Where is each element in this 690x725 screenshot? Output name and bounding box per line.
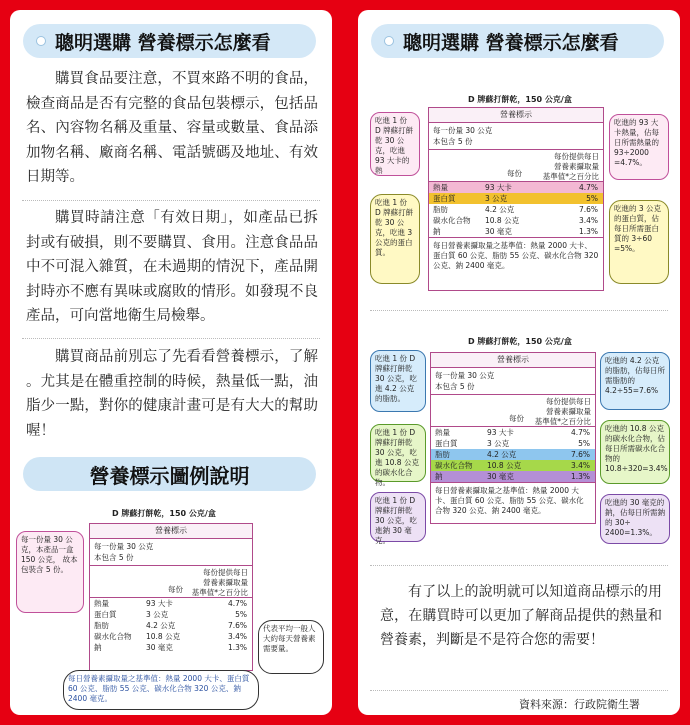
left-title: 聰明選購 營養標示怎麼看	[55, 31, 271, 54]
callout-protein-percent: 吃進的 3 公克的蛋白質，佔每日所需蛋白質的 3÷60 =5%。	[609, 200, 669, 284]
callout-package: 每一份量 30 公克，本產品一盒 150 公克， 故本包裝含 5 份。	[16, 531, 84, 613]
product-name-example-1: D 牌蘇打餅乾，150 公克/盒	[468, 95, 572, 104]
callout-fat-percent: 吃進的 4.2 公克的脂肪，佔每日所需脂肪的 4.2÷55=7.6%	[600, 352, 670, 410]
legend-title: 營養標示圖例說明	[89, 463, 250, 488]
paragraph-expiry: 購買時請注意「有效日期」，如產品已拆封或有破損，則不要購買、食用。注意食品品中不可混入雜質，在未過期的情況下，產品開封時亦不應有異味或腐敗的情形。如發現不良產品，可向當地衛生局檢舉。	[26, 210, 318, 324]
table-row-energy: 熱量 93 大卡 4.7%	[429, 182, 603, 193]
divider	[22, 200, 320, 201]
callout-sodium-percent: 吃進的 30 毫克的鈉，佔每日所需鈉的 30÷ 2400=1.3%。	[600, 494, 670, 544]
callout-energy-percent: 吃進的 93 大卡熱量，佔每日所需熱量的 93÷2000 =4.7%。	[609, 114, 669, 180]
daily-ref-header: 每份提供每日 營養素攝取量 基準值*之百分比	[191, 568, 248, 597]
nutrition-label-legend	[89, 523, 253, 671]
callout-footnote: 每日營養素攝取量之基準值：熱量 2000 大卡、蛋白質 60 公克、脂肪 55 公克、碳水化合物 320 公克、鈉 2400 毫克。	[63, 670, 259, 710]
label-serving	[90, 539, 252, 566]
callout-protein-intake: 吃進 1 份 D 牌蘇打餅乾 30 公克，吃進 3 公克的蛋白質。	[370, 194, 420, 284]
product-name-example-2: D 牌蘇打餅乾，150 公克/盒	[468, 337, 572, 346]
table-row: 熱量 93 大卡 4.7%	[435, 428, 590, 437]
callout-daily-ref: 代表平均一般人大約每天營養素需要量。	[258, 620, 324, 674]
servings-per-pack: 本包含 5 份	[94, 553, 134, 562]
closing-paragraph: 有了以上的說明就可以知道商品標示的用意，在購買時可以更加了解商品提供的熱量和營養素，判斷是不是符合您的需要！	[380, 584, 662, 648]
table-row: 碳水化合物 10.8 公克 3.4%	[94, 632, 247, 641]
table-row: 蛋白質 3 公克 5%	[94, 610, 247, 619]
callout-carb-percent: 吃進的 10.8 公克的碳水化合物，佔每日所需碳水化合物的 10.8÷320=3.4%	[600, 420, 670, 484]
left-title-bar	[23, 24, 316, 58]
right-panel	[358, 10, 680, 715]
right-title: 聰明選購 營養標示怎麼看	[403, 31, 619, 54]
table-row: 鈉 30 毫克 1.3%	[94, 643, 247, 652]
callout-fat-intake: 吃進 1 份 D 牌蘇打餅乾 30 公克，吃進 4.2 公克的脂肪。	[370, 350, 426, 412]
paragraph-packaging: 購買食品要注意，不買來路不明的食品，檢查商品是否有完整的食品包裝標示，包括品名、內容物名稱及重量、容量或數量、食品添加物名稱、廠商名稱、電話號碼及地址、有效日期等。	[26, 71, 318, 185]
table-row-sodium: 鈉 30 毫克 1.3%	[431, 471, 595, 482]
table-row-protein: 蛋白質 3 公克 5%	[429, 193, 603, 204]
divider	[370, 310, 668, 311]
label-column-headers	[90, 566, 252, 598]
table-row: 脂肪 4.2 公克 7.6%	[94, 621, 247, 630]
label-footnote: 每日營養素攝取量之基準值：熱量 2000 大卡、蛋白質 60 公克、脂肪 55 公克、碳水化合物 320 公克、鈉 2400 毫克。	[429, 237, 603, 274]
label-header: 營養標示	[431, 353, 595, 368]
table-row: 熱量 93 大卡 4.7%	[94, 599, 247, 608]
nutrition-label-example-2	[430, 352, 596, 524]
label-header: 營養標示	[429, 108, 603, 123]
source-credit: 資料來源：行政院衛生署	[519, 698, 640, 711]
label-serving: 每一份量 30 公克 本包含 5 份	[431, 368, 595, 395]
table-row: 蛋白質 3 公克 5%	[435, 439, 590, 448]
left-panel	[10, 10, 332, 715]
label-header: 營養標示	[90, 524, 252, 539]
callout-carb-intake: 吃進 1 份 D 牌蘇打餅乾 30 公克，吃進 10.8 公克的碳水化合物。	[370, 424, 426, 482]
table-row: 碳水化合物 10.8 公克 3.4%	[433, 216, 598, 225]
label-column-headers: 每份提供每日 營養素攝取量 基準值*之百分比 每份	[431, 395, 595, 427]
serving-size: 每一份量 30 公克	[94, 542, 154, 551]
table-row-fat: 脂肪 4.2 公克 7.6%	[431, 449, 595, 460]
callout-energy-intake: 吃進 1 份 D 牌蘇打餅乾 30 公克，吃進 93 大卡的熱	[370, 112, 420, 176]
right-title-bar	[371, 24, 664, 58]
label-column-headers: 每份提供每日 營養素攝取量 基準值*之百分比 每份	[429, 150, 603, 182]
divider	[370, 690, 668, 691]
nutrition-label-example-1	[428, 107, 604, 291]
divider	[22, 338, 320, 339]
table-row: 脂肪 4.2 公克 7.6%	[433, 205, 598, 214]
paragraph-nutrition: 購買商品前別忘了先看看營養標示，了解 。尤其是在體重控制的時候，熱量低一點，油脂少一點，對你的健康計畫可是有大大的幫助喔！	[26, 349, 318, 439]
per-serving-header: 每份	[168, 585, 183, 594]
legend-title-bar	[23, 457, 316, 491]
label-footnote: 每日營養素攝取量之基準值：熱量 2000 大卡、蛋白質 60 公克、脂肪 55 公克、碳水化合物 320 公克、鈉 2400 毫克。	[431, 482, 595, 519]
table-row: 鈉 30 毫克 1.3%	[433, 227, 598, 236]
bullet-icon	[385, 37, 393, 45]
callout-sodium-intake: 吃進 1 份 D 牌蘇打餅乾 30 公克，吃進鈉 30 毫克。	[370, 492, 426, 542]
table-row-carb: 碳水化合物 10.8 公克 3.4%	[431, 460, 595, 471]
divider	[370, 565, 668, 566]
product-name: D 牌蘇打餅乾，150 公克/盒	[112, 509, 216, 518]
bullet-icon	[37, 37, 45, 45]
label-serving: 每一份量 30 公克 本包含 5 份	[429, 123, 603, 150]
